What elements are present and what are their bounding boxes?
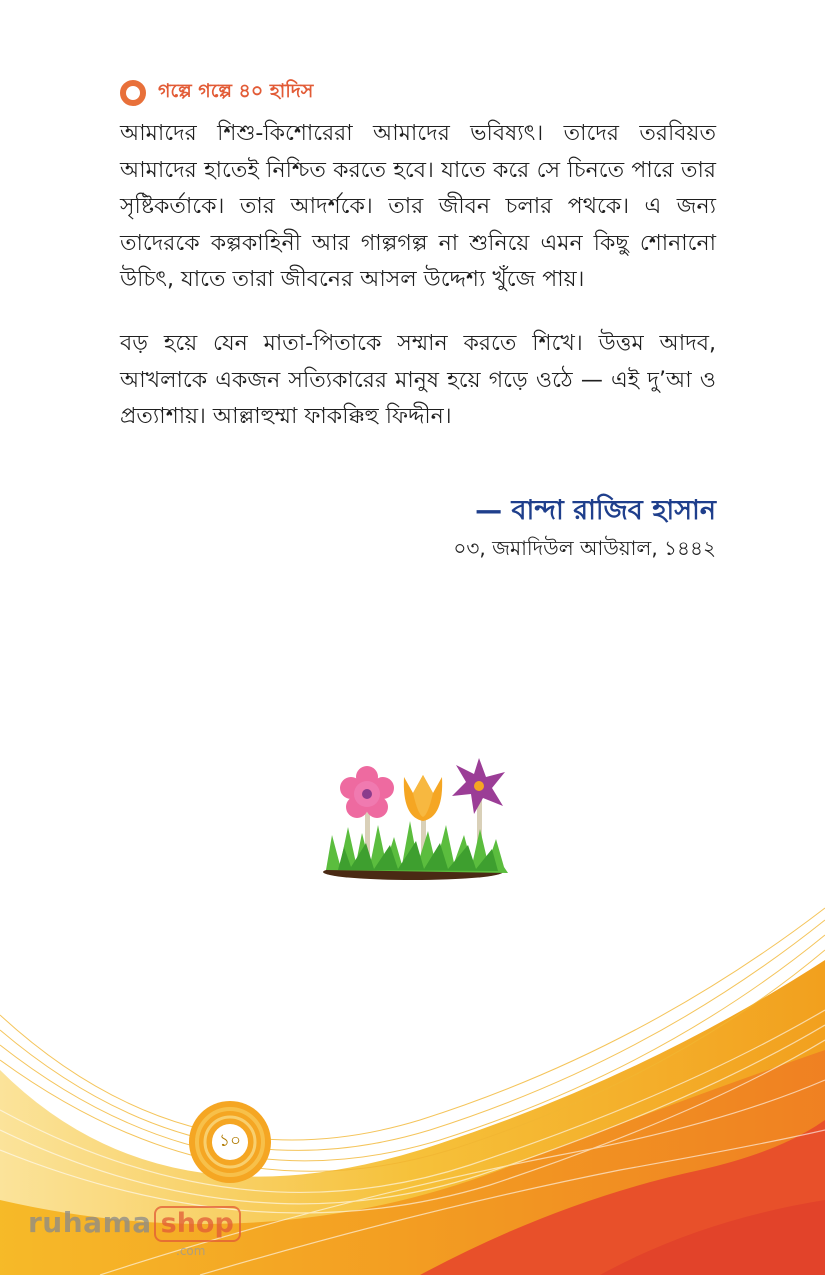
body-paragraph-1: আমাদের শিশু-কিশোরেরা আমাদের ভবিষ্যৎ। তাদের তরবিয়ত আমাদের হাতেই নিশ্চিত করতে হবে। যাতে করে সে চিনতে পারে তার সৃষ্টিকর্তাকে। তার আদর্শকে। তার জীবন চলার পথকে। এ জন্য তাদেরকে কল্পকাহিনী আর গাল্পগল্প না শুনিয়ে এমন কিছু শোনানো উচিৎ, যাতে তারা জীবনের আসল উদ্দেশ্য খুঁজে পায়। — [120, 121, 716, 292]
ring-bullet-icon — [120, 80, 146, 106]
page-number: ১০ — [218, 1131, 242, 1151]
watermark-brand: ruhama — [28, 1206, 152, 1239]
flowers-illustration-icon — [318, 755, 518, 885]
watermark-shop-badge: shop — [154, 1206, 241, 1242]
publisher-watermark — [28, 1206, 241, 1256]
book-header — [120, 78, 313, 108]
body-paragraph-2: বড় হয়ে যেন মাতা-পিতাকে সম্মান করতে শিখে। উত্তম আদব, আখলাকে একজন সত্যিকারের মানুষ হয়ে গড়ে ওঠে — এই দু’আ ও প্রত্যাশায়। আল্লাহুম্মা ফাকক্কিহু ফিদ্দীন। — [120, 331, 716, 429]
watermark-domain: .com — [176, 1244, 206, 1258]
author-signature: — বান্দা রাজিব হাসান — [475, 495, 716, 526]
signature-date: ০৩, জমাদিউল আউয়াল, ১৪৪২ — [453, 536, 716, 560]
book-title: গল্পে গল্পে ৪০ হাদিস — [158, 80, 314, 102]
